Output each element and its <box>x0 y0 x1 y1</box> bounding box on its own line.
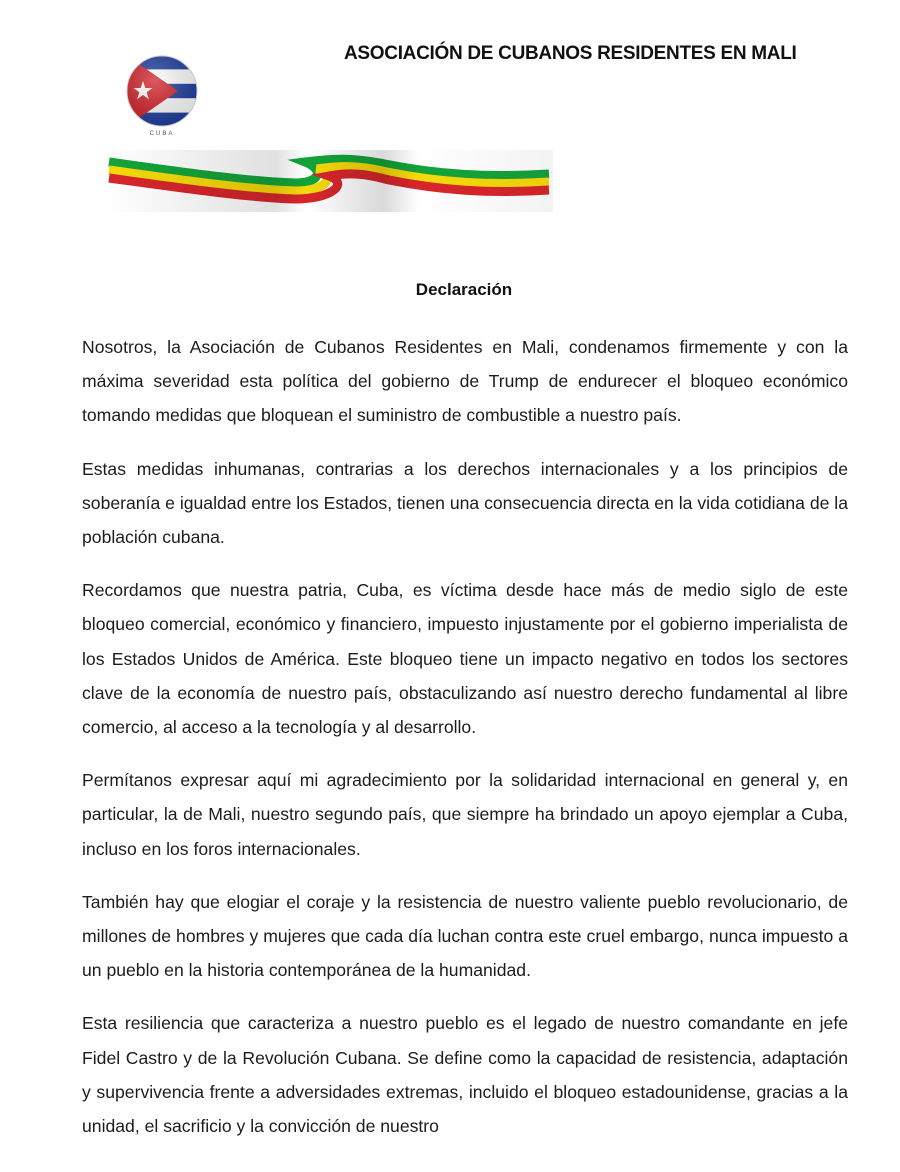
paragraph: Estas medidas inhumanas, contrarias a los derechos internacionales y a los principios de soberanía e igualdad entre los Estados, tienen una consecuencia directa en la vida cotidiana de la población cubana. <box>82 458 848 548</box>
paragraph: Nosotros, la Asociación de Cubanos Residentes en Mali, condenamos firmemente y con la máxima severidad esta política del gobierno de Trump de endurecer el bloqueo económico tomando medidas que bloquean el suministro de combustible a nuestro país. <box>82 337 848 426</box>
declaration-heading: Declaración <box>415 280 513 299</box>
mali-flag-ribbon-icon <box>105 150 553 212</box>
paragraph: Recordamos que nuestra patria, Cuba, es víctima desde hace más de medio siglo de este bloqueo comercial, económico y financiero, impuesto injustamente por el gobierno imperialista de los Estados Unidos de América. Este bloqueo tiene un impacto negativo en todos los sectores clave de la economía de nuestro país, obstaculizando así nuestro derecho fundamental al libre comercio, al acceso a la tecnología y al desarrollo. <box>82 580 848 738</box>
logo-caption: CUBA <box>149 131 175 137</box>
paragraph: Esta resiliencia que caracteriza a nuestro pueblo es el legado de nuestro comandante en jefe Fidel Castro y de la Revolución Cubana. Se define como la capacidad de resistencia, adaptación y supervivencia frente a adversidades extremas, incluido el bloqueo estadounidense, gracias a la unidad, el sacrificio y la convicción de nuestro <box>82 1013 848 1137</box>
organization-title: ASOCIACIÓN DE CUBANOS RESIDENTES EN MALI <box>344 43 797 64</box>
declaration-body <box>82 330 848 1162</box>
paragraph: También hay que elogiar el coraje y la resistencia de nuestro valiente pueblo revolucionario, de millones de hombres y mujeres que cada día luchan contra este cruel embargo, nunca impuesto a un pueblo en la historia contemporánea de la humanidad. <box>82 891 848 981</box>
paragraph: Permítanos expresar aquí mi agradecimiento por la solidaridad internacional en general y, en particular, la de Mali, nuestro segundo país, que siempre ha brindado un apoyo ejemplar a Cuba, incluso en los foros internacionales. <box>82 770 848 859</box>
cuba-flag-icon <box>126 55 198 127</box>
